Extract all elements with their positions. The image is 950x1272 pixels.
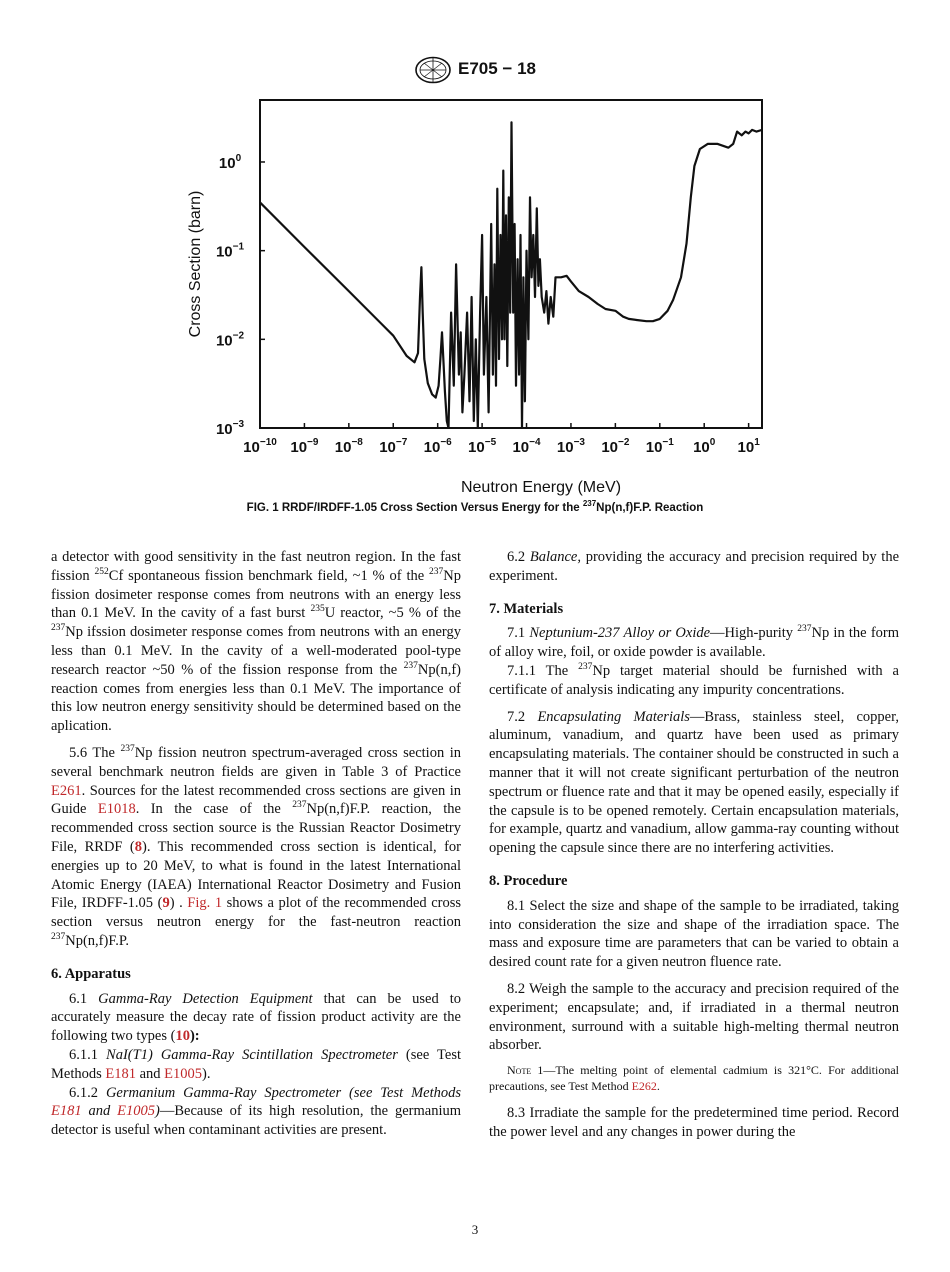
superscript: 237 [578, 662, 593, 673]
text: ) . [169, 895, 188, 912]
text: 6.1 [69, 990, 99, 1007]
superscript: 237 [403, 660, 418, 671]
x-tick-label: $10^{-2}$ [601, 437, 630, 456]
page-header [0, 56, 950, 86]
italic-term: Neptunium-237 Alloy or Oxide [529, 625, 711, 642]
text: 7.1.1 The [507, 662, 579, 679]
text: . Sources for the latest recommended cross sections are given in Guide [51, 782, 461, 818]
superscript: 237 [292, 800, 307, 811]
cross-section-line [260, 122, 762, 428]
x-tick-label: $10^{-6}$ [423, 437, 452, 456]
section-heading-materials: 7. Materials [489, 600, 564, 617]
superscript: 237 [51, 623, 66, 634]
x-tick-label: $10^{-3}$ [556, 437, 585, 456]
standard-designation: E705 − 18 [458, 59, 536, 78]
x-tick-label: $10^{-4}$ [512, 437, 541, 456]
paragraph-6-1 [51, 990, 461, 1046]
text: Np in the form of alloy wire, foil, or oxide powder is available. [489, 625, 900, 661]
caption-text: FIG. 1 RRDF/IRDFF-1.05 Cross Section Versus Energy for the [246, 502, 583, 514]
text: 6.1.1 [69, 1046, 107, 1063]
text: providing the accuracy and precision required by the experiment. [489, 549, 900, 584]
x-tick-label: $10^{-1}$ [645, 437, 674, 456]
italic-term: Encapsulating Materials [537, 708, 690, 725]
x-tick-label: $10^0$ [693, 437, 716, 456]
text: that can be used to accurately measure the decay rate of fission product activity are the following two types ( [51, 990, 461, 1045]
link-e1018[interactable]: E1018 [97, 801, 136, 818]
text: 7.2 [507, 708, 538, 725]
text: and [135, 1065, 165, 1082]
link-fig-1[interactable]: Fig. 1 [187, 895, 223, 912]
italic-term: NaI(T1) Gamma-Ray Scintillation Spectrometer [106, 1046, 398, 1063]
text: Np(n,f) reaction comes from energies less than 0.1 MeV. The importance of this low neutron energy sensitivity should be determined based on the aplication. [51, 661, 461, 735]
note-1 [489, 1063, 899, 1094]
superscript: 237 [797, 624, 812, 635]
reference-link-8[interactable]: 8 [134, 838, 142, 855]
x-tick-label: $10^{-8}$ [334, 437, 363, 456]
link-e181[interactable]: E181 [51, 1103, 82, 1120]
paragraph-6-2 [489, 548, 899, 586]
right-column [489, 548, 899, 1150]
italic-term: ) [155, 1103, 160, 1120]
text: Np ifssion dosimeter response comes from neutrons with an energy less than 0.1 MeV. In the cavity of a well-moderated pool-type research reactor ~50 % of the fission response from the [51, 624, 461, 678]
paragraph-6-1-2 [51, 1084, 461, 1140]
paragraph-5-6 [51, 744, 461, 951]
paragraph-6-1-1 [51, 1046, 461, 1084]
italic-term: Germanium Gamma-Ray Spectrometer (see Test Methods [105, 1084, 462, 1101]
text: Np fission neutron spectrum-averaged cross section in several benchmark neutron fields are given in Table 3 of Practice [51, 744, 462, 780]
reference-link-9[interactable]: 9 [162, 895, 170, 912]
text: 5.6 The [69, 744, 121, 761]
astm-logo [414, 56, 452, 84]
text: U reactor, ~5 % of the [324, 605, 461, 622]
paragraph-8-3: 8.3 Irradiate the sample for the predetermined time period. Record the power level and any changes in power during the [489, 1105, 899, 1140]
text: Np fission dosimeter response comes from neutrons with an energy less than 0.1 MeV. In the cavity of a fast burst [51, 567, 462, 622]
paragraph-5-5-continued [51, 548, 461, 736]
text: ): [189, 1028, 200, 1045]
text: —The melting point of elemental cadmium is 321°C. For additional precautions, see Test Method [489, 1063, 899, 1093]
note-label: Note 1 [507, 1063, 544, 1078]
caption-text-end: Np(n,f)F.P. Reaction [596, 502, 704, 514]
text: —Brass, stainless steel, copper, aluminum, vanadium, and quartz have been used as primary encapsulating materials. The container should be constructed in such a manner that it will not create significant perturbation of the neutron spectrum or fluence rate and that it may be opened easily, especially if the capsule is to be opened remotely. Certain encapsulation materials, for example, quartz and vanadium, allow gamma-ray counting without opening the capsule since there are no interfering activities. [489, 708, 899, 857]
x-tick-label: $10^{-9}$ [290, 437, 319, 456]
link-e261[interactable]: E261 [51, 782, 82, 799]
x-tick-label: $10^{-10}$ [243, 437, 277, 456]
page-number: 3 [471, 1222, 479, 1237]
x-axis-label: Neutron Energy (MeV) [460, 479, 622, 496]
link-e181[interactable]: E181 [105, 1065, 136, 1082]
italic-term: and [81, 1103, 118, 1120]
paragraph-8-1: 8.1 Select the size and shape of the sample to be irradiated, taking into consideration the size and shape of the irradiation space. The mass and exposure time are parameters that can be varied to obtain a desired count rate for a given neutron fluence rate. [489, 897, 899, 971]
paragraph-7-1 [489, 624, 899, 662]
figure-caption [0, 499, 950, 514]
text: 7.1 [507, 625, 530, 642]
y-tick-label: $10^{-2}$ [215, 330, 245, 350]
paragraph-7-2 [489, 708, 899, 858]
y-tick-label: $10^{-1}$ [215, 241, 245, 261]
left-column [51, 548, 461, 1148]
caption-superscript: 237 [582, 499, 597, 509]
text: Np(n,f)F.P. reaction, the recommended cross section source is the Russian Reactor Dosimetry File, RRDF ( [51, 801, 461, 855]
x-tick-label: $10^{-5}$ [468, 437, 497, 456]
superscript: 252 [94, 566, 109, 577]
superscript: 237 [429, 566, 444, 577]
x-tick-label: $10^{-7}$ [379, 437, 408, 456]
link-e262[interactable]: E262 [631, 1078, 657, 1093]
y-axis-label: Cross Section (barn) [187, 190, 204, 338]
x-tick-label: $10^1$ [737, 437, 760, 456]
section-heading-procedure: 8. Procedure [489, 872, 568, 889]
italic-term: Gamma-Ray Detection Equipment [98, 990, 313, 1007]
text: Cf spontaneous fission benchmark field, ~1 % of the [108, 567, 430, 584]
link-e1005[interactable]: E1005 [117, 1103, 156, 1120]
text: 6.2 [507, 549, 530, 565]
cross-section-chart [170, 88, 780, 503]
y-tick-label: $10^{-3}$ [215, 419, 245, 438]
section-heading-apparatus: 6. Apparatus [51, 965, 131, 982]
text: shows a plot of the recommended cross section versus neutron energy for the fast-neutron reaction [51, 895, 461, 931]
text: . [656, 1078, 660, 1093]
italic-term: Balance, [529, 549, 581, 565]
reference-link-10[interactable]: 10 [175, 1028, 190, 1045]
text: . In the case of the [135, 801, 293, 818]
paragraph-7-1-1 [489, 662, 899, 700]
text: ). This recommended cross section is identical, for energies up to 20 MeV, to what is found in the latest International Atomic Energy (IAEA) International Reactor Dosimetry and Fusion File, IRDFF-1.05 ( [51, 838, 461, 912]
superscript: 235 [310, 604, 325, 615]
text: Np target material should be furnished with a certificate of analysis indicating any impurity concentrations. [489, 662, 899, 698]
text: (see Test Methods [51, 1046, 461, 1082]
text: a detector with good sensitivity in the fast neutron region. In the fast fission [51, 549, 461, 584]
text: Np(n,f)F.P. [65, 932, 129, 949]
text: 6.1.2 [69, 1084, 106, 1101]
superscript: 237 [51, 932, 66, 943]
superscript: 237 [120, 744, 135, 755]
y-tick-label: $10^0$ [218, 152, 242, 172]
text: ). [202, 1065, 211, 1082]
paragraph-8-2: 8.2 Weigh the sample to the accuracy and precision required of the experiment; encapsulate; and, if irradiated in a thermal neutron environment, surround with a suitable high-melting thermal neutron absorber. [489, 980, 899, 1054]
link-e1005[interactable]: E1005 [164, 1065, 203, 1082]
text: —High-purity [710, 625, 798, 642]
text: —Because of its high resolution, the germanium detector is useful when contaminant activities are present. [51, 1103, 462, 1139]
